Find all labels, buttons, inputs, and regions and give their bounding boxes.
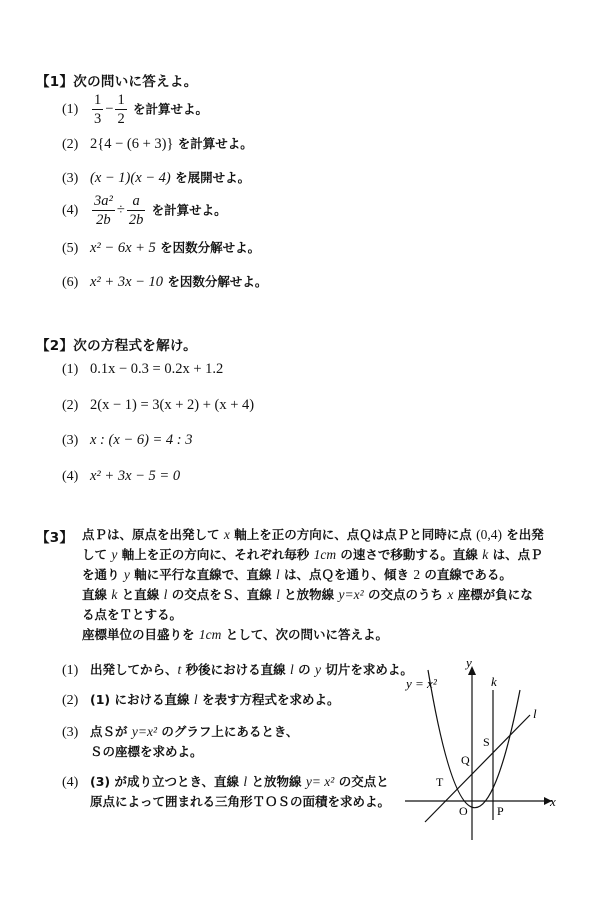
expression: (x − 1)(x − 4) — [90, 170, 171, 186]
operator: ÷ — [116, 202, 125, 219]
x-axis-label: x — [550, 794, 556, 809]
item-number: (6) — [62, 275, 79, 290]
item-number: (2) — [62, 398, 79, 413]
item-number: (4) — [62, 203, 79, 219]
item-number: (3) — [62, 171, 79, 186]
instruction: を因数分解せよ。 — [155, 240, 261, 255]
item-number: (5) — [62, 241, 79, 256]
fraction-numerator: 1 — [94, 92, 102, 108]
fraction-denominator: 2 — [117, 111, 125, 127]
line-l — [425, 715, 530, 822]
section-3-title: 【3】 — [36, 530, 74, 546]
fraction-denominator: 2b — [128, 212, 144, 228]
s3-line-6: 座標単位の目盛りを 1cm として、次の問いに答えよ。 — [82, 627, 388, 642]
s3-line-2: して y 軸上を正の方向に、それぞれ毎秒 1cm の速さで移動する。直線 k は、点Ｐ — [82, 547, 543, 562]
point-t-label: T — [436, 775, 444, 789]
operator: − — [105, 101, 114, 118]
instruction: を計算せよ。 — [173, 136, 253, 151]
instruction: を因数分解せよ。 — [163, 274, 268, 289]
s3-line-3: を通り y 軸に平行な直線で、直線 l は、点Ｑを通り、傾き 2 の直線である。 — [82, 567, 512, 582]
s3-line-4: 直線 k と直線 l の交点をＳ、直線 l と放物線 y=x² の交点のうち x 座標が負にな — [82, 587, 533, 602]
y-axis-label: y — [466, 655, 472, 670]
section-1-title: 【1】次の問いに答えよ。 — [36, 74, 198, 90]
s3-line-5: る点をＴとする。 — [82, 607, 183, 622]
instruction: を計算せよ。 — [147, 202, 227, 218]
fraction-numerator: 3a² — [94, 193, 113, 209]
fraction-numerator: 1 — [117, 92, 125, 108]
s3-question-1: (1) 出発してから、t 秒後における直線 l の y 切片を求めよ。 — [62, 662, 413, 678]
instruction: を展開せよ。 — [170, 170, 251, 185]
fraction-denominator: 2b — [96, 212, 111, 228]
origin-label: O — [459, 804, 468, 818]
expression: x² − 6x + 5 — [90, 240, 156, 256]
s3-line-1: 点Ｐは、原点を出発して x 軸上を正の方向に、点Ｑは点Ｐと同時に点 (0,4) を出発 — [82, 527, 544, 542]
item-number: (2) — [62, 137, 79, 152]
curve-label: y = x² — [406, 676, 437, 691]
k-label: k — [491, 674, 497, 689]
fraction-numerator: a — [127, 193, 146, 211]
item-number: (1) — [62, 102, 79, 118]
equation: 0.1x − 0.3 = 0.2x + 1.2 — [90, 361, 224, 377]
s3-question-3: (3) 点Ｓが y=x² のグラフ上にあるとき、 Ｓの座標を求めよ。 — [62, 724, 299, 759]
point-s-label: S — [483, 735, 490, 749]
l-label: l — [533, 706, 537, 721]
equation: x : (x − 6) = 4 : 3 — [90, 432, 193, 448]
s3-question-2: (2) (1) における直線 l を表す方程式を求めよ。 — [62, 692, 340, 708]
point-q-label: Q — [461, 753, 470, 767]
item-number: (4) — [62, 469, 79, 484]
fraction-denominator: 3 — [94, 111, 102, 127]
equation: x² + 3x − 5 = 0 — [90, 468, 181, 484]
equation: 2(x − 1) = 3(x + 2) + (x + 4) — [90, 397, 255, 413]
section-2-title: 【2】次の方程式を解け。 — [36, 338, 197, 354]
expression: 2{4 − (6 + 3)} — [90, 136, 174, 152]
s3-question-4: (4) (3) が成り立つとき、直線 l と放物線 y= x² の交点と 原点によって囲まれる三角形ＴＯＳの面積を求めよ。 — [62, 774, 391, 809]
instruction: を計算せよ。 — [128, 101, 209, 117]
item-number: (3) — [62, 433, 79, 448]
point-p-label: P — [497, 804, 504, 818]
expression: x² + 3x − 10 — [90, 274, 164, 290]
item-number: (1) — [62, 362, 79, 377]
